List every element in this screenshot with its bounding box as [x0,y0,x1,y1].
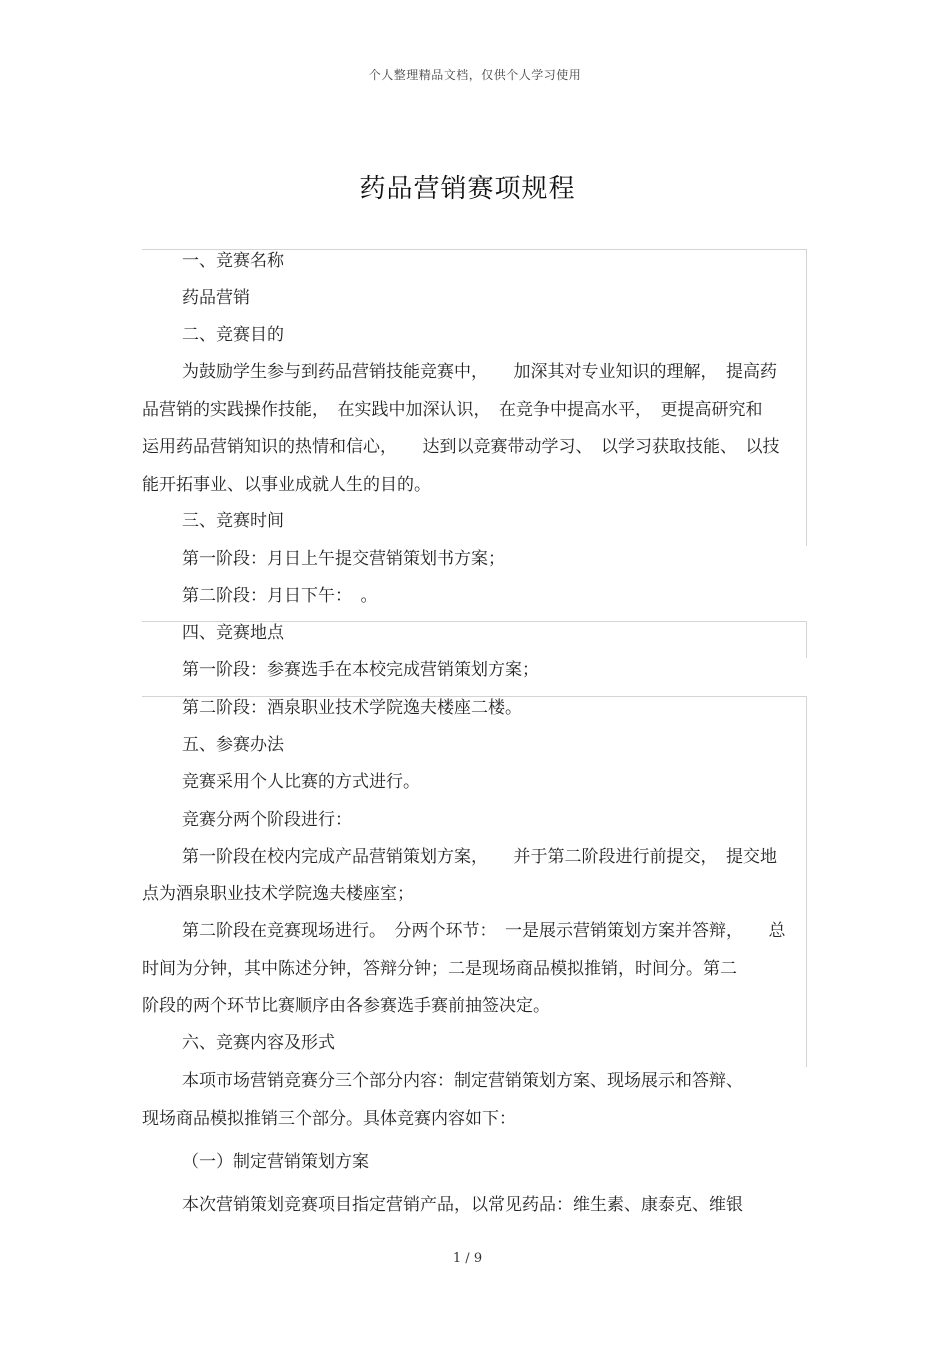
section-heading: 六、竞赛内容及形式 [182,1033,335,1053]
paragraph-line: 阶段的两个环节比赛顺序由各参赛选手赛前抽签决定。 [142,996,550,1016]
paragraph-line: 第一阶段：参赛选手在本校完成营销策划方案； [182,660,539,680]
section-heading: 一、竞赛名称 [182,251,284,271]
paragraph-line: 本次营销策划竞赛项目指定营销产品，以常见药品：维生素、康泰克、维银 [182,1195,743,1215]
paragraph-line: 现场商品模拟推销三个部分。具体竞赛内容如下： [142,1109,516,1129]
paragraph-line: 竞赛采用个人比赛的方式进行。 [182,772,420,792]
paragraph-line: 时间为分钟，其中陈述分钟，答辩分钟；二是现场商品模拟推销，时间分。第二 [142,959,737,979]
paragraph-line: 为鼓励学生参与到药品营销技能竞赛中， 加深其对专业知识的理解， 提高药 [182,362,777,382]
paragraph-line: 运用药品营销知识的热情和信心， 达到以竞赛带动学习、 以学习获取技能、 以技 [142,437,780,457]
page-number: 1 / 9 [452,1251,483,1266]
paragraph-line: 第二阶段：月日下午： 。 [182,586,378,606]
section-heading: 五、参赛办法 [182,735,284,755]
subsection-heading: （一）制定营销策划方案 [182,1152,369,1172]
section-heading: 二、竞赛目的 [182,325,284,345]
paragraph-line: 药品营销 [182,288,250,308]
section-heading: 四、竞赛地点 [182,623,284,643]
paragraph-line: 点为酒泉职业技术学院逸夫楼座室； [142,884,414,904]
paragraph-line: 竞赛分两个阶段进行： [182,810,352,830]
paragraph-line: 第一阶段：月日上午提交营销策划书方案； [182,549,505,569]
document-title: 药品营销赛项规程 [359,174,576,204]
paragraph-line: 能开拓事业、以事业成就人生的目的。 [142,475,431,495]
paragraph-line: 本项市场营销竞赛分三个部分内容：制定营销策划方案、现场展示和答辩、 [182,1071,743,1091]
paragraph-line: 品营销的实践操作技能， 在实践中加深认识， 在竞争中提高水平， 更提高研究和 [142,400,763,420]
paragraph-line: 第一阶段在校内完成产品营销策划方案， 并于第二阶段进行前提交， 提交地 [182,847,777,867]
page-header: 个人整理精品文档，仅供个人学习使用 [368,68,582,82]
paragraph-line: 第二阶段在竞赛现场进行。 分两个环节： 一是展示营销策划方案并答辩， 总 [182,921,786,941]
paragraph-line: 第二阶段：酒泉职业技术学院逸夫楼座二楼。 [182,698,522,718]
section-heading: 三、竞赛时间 [182,511,284,531]
